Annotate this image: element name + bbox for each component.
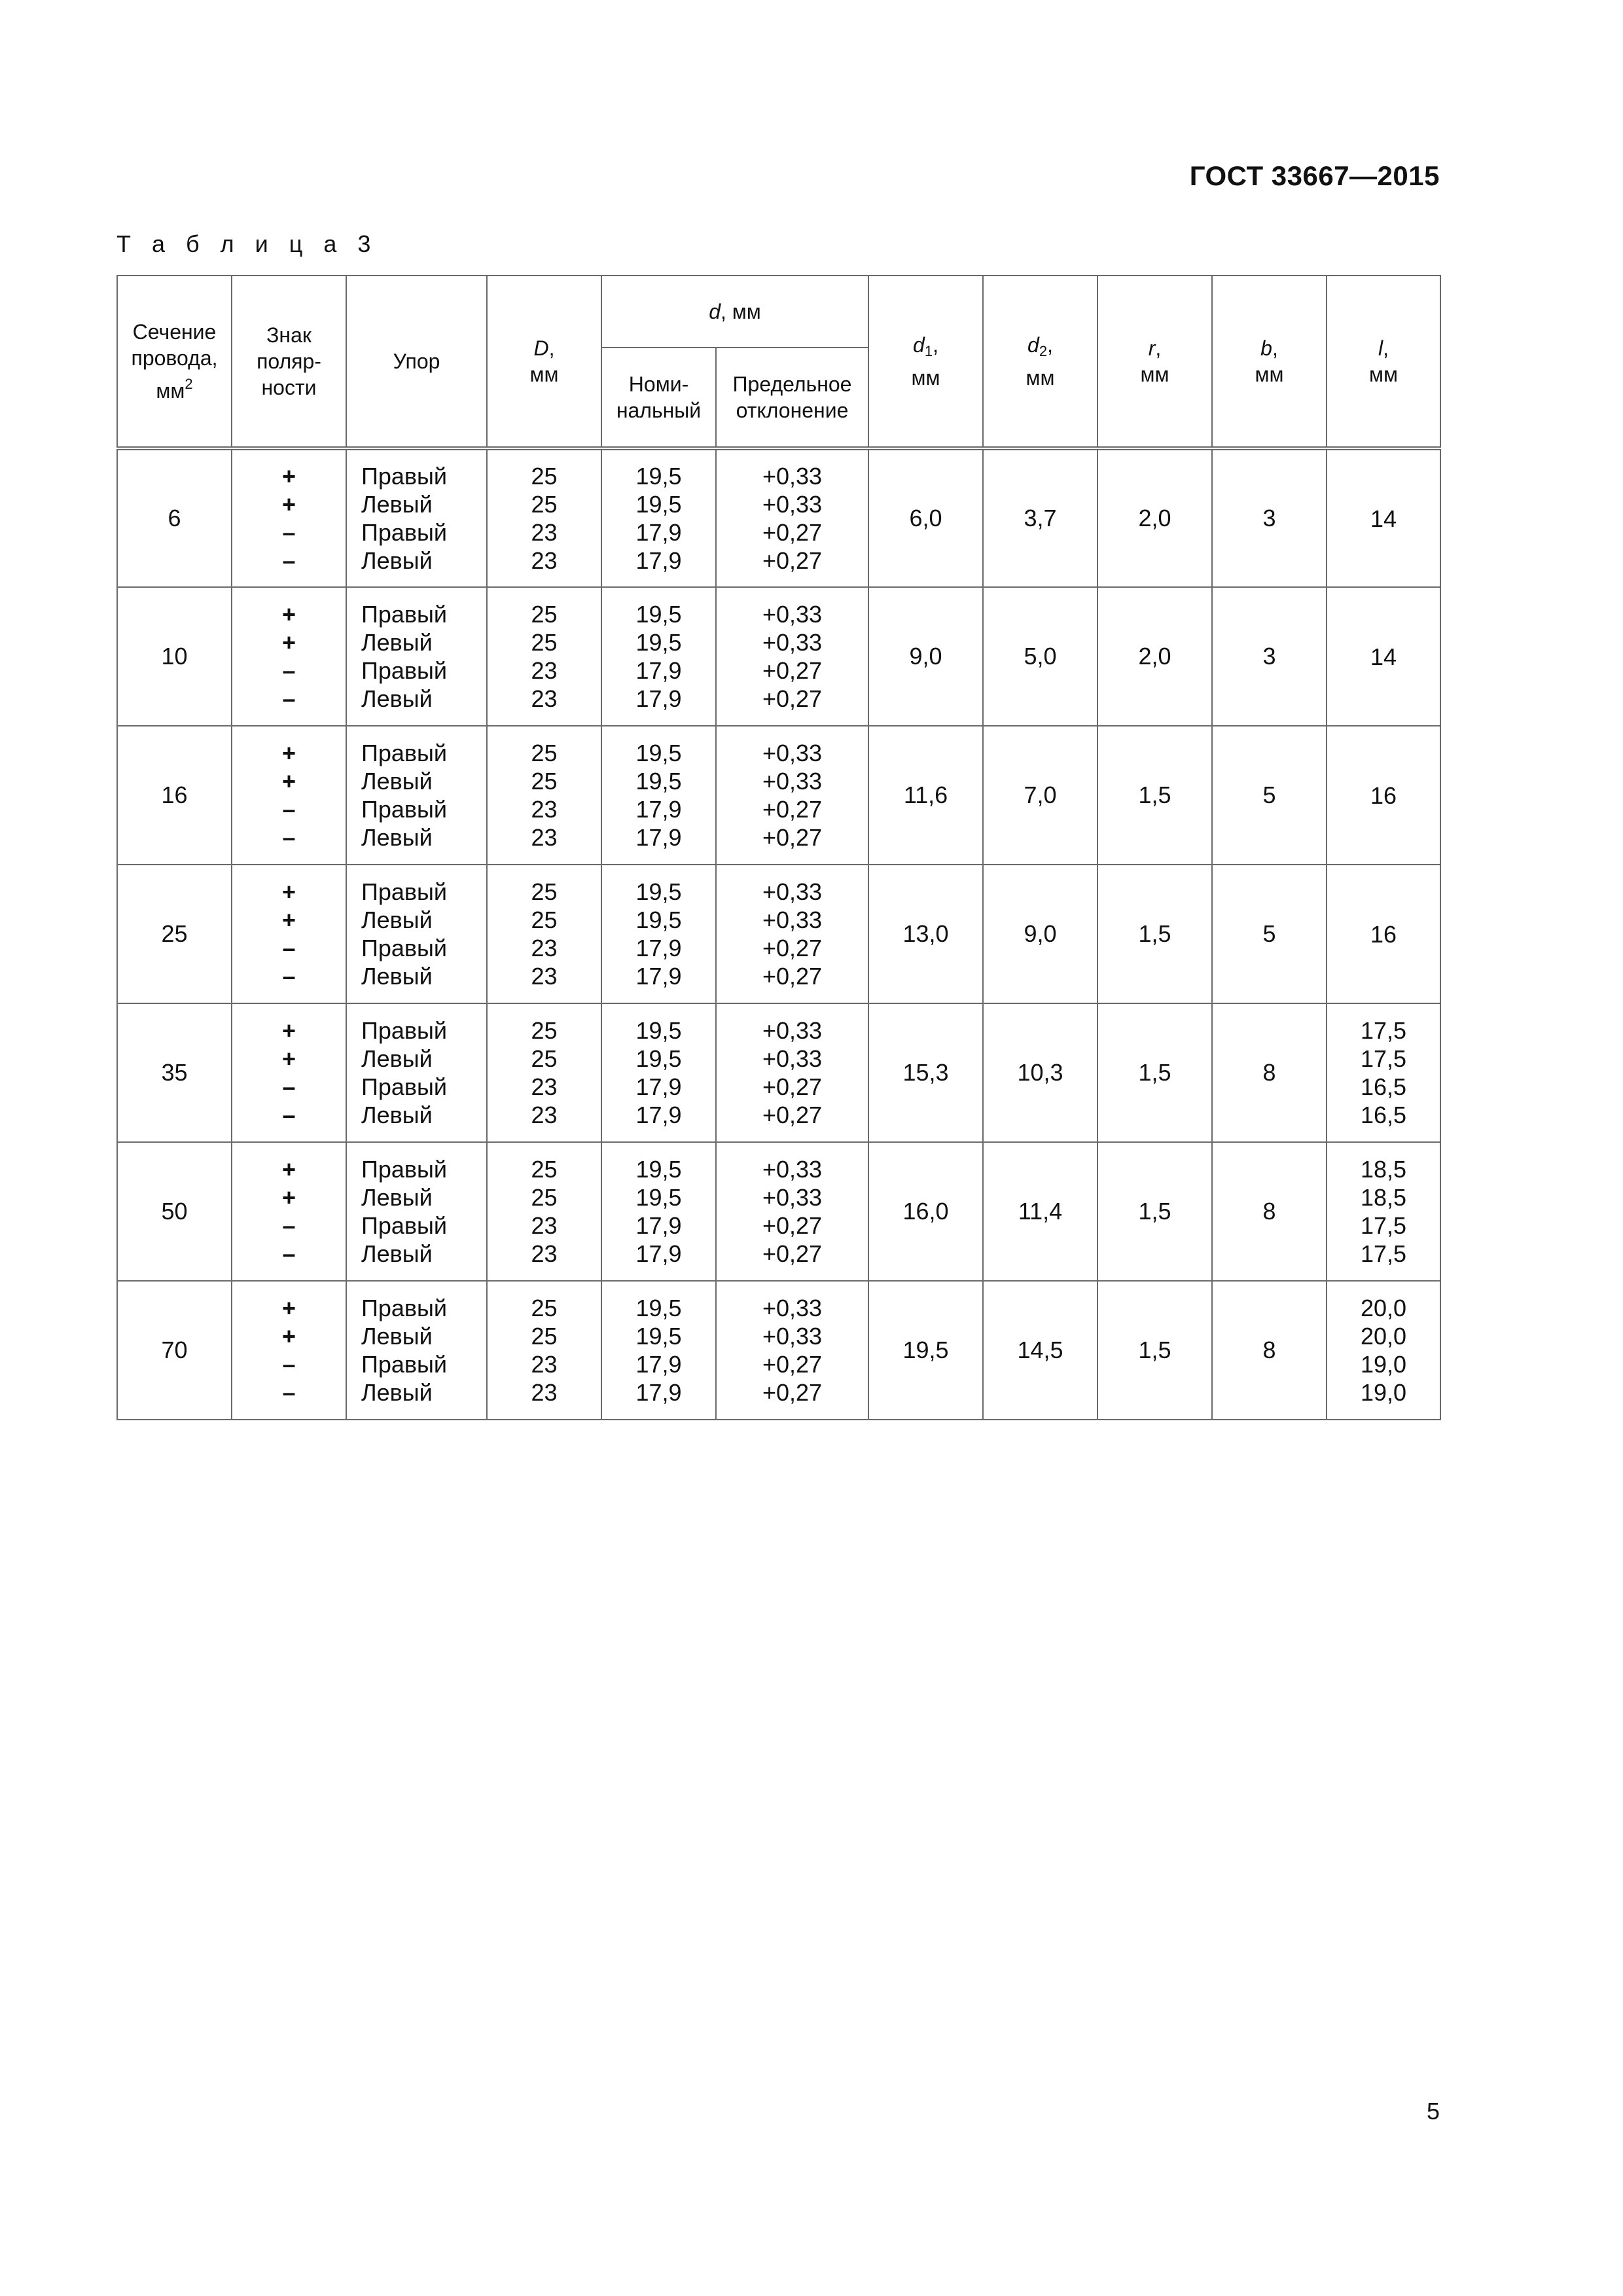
cell-stop-line: Правый <box>361 740 448 766</box>
cell-polarity <box>232 865 346 1003</box>
cell-stop-line: Правый <box>361 796 448 823</box>
cell-l-line: 14 <box>1370 505 1397 532</box>
cell-b: 3 <box>1212 448 1327 587</box>
cell-d-nominal-line: 19,5 <box>635 740 682 766</box>
cell-d-deviation <box>716 587 868 726</box>
cell-stop-line: Правый <box>361 1295 448 1321</box>
cell-polarity-line: + <box>281 1295 296 1321</box>
cell-d-deviation-line: +0,27 <box>762 824 823 851</box>
cell-polarity-line: – <box>282 1240 296 1267</box>
cell-polarity-line: + <box>281 1156 296 1183</box>
cell-stop-line: Левый <box>361 1184 433 1211</box>
cell-stop-line: Левый <box>361 1240 433 1267</box>
cell-l-line: 16 <box>1370 920 1397 948</box>
cell-stop-line: Левый <box>361 906 433 933</box>
cell-polarity <box>232 448 346 587</box>
cell-polarity-line: – <box>282 1073 296 1100</box>
cell-d-nominal-line: 19,5 <box>635 1156 682 1183</box>
cell-stop-line: Правый <box>361 657 448 684</box>
cell-l <box>1327 448 1440 587</box>
header-r: r, мм <box>1097 276 1212 448</box>
cell-stop-line: Левый <box>361 547 433 574</box>
cell-d-nominal-line: 19,5 <box>635 1017 682 1044</box>
cell-d-deviation-line: +0,27 <box>762 519 823 546</box>
header-nominal: Номи- нальный <box>601 348 716 448</box>
cell-D-line: 25 <box>531 1184 558 1211</box>
cell-D-line: 23 <box>531 685 558 712</box>
cell-polarity-line: + <box>281 1323 296 1350</box>
cell-r: 1,5 <box>1097 865 1212 1003</box>
header-d-group: d, мм <box>601 276 868 348</box>
cell-section: 50 <box>117 1142 232 1281</box>
cell-d-deviation-line: +0,27 <box>762 796 823 823</box>
cell-polarity-line: + <box>281 878 296 905</box>
cell-polarity-line: – <box>282 657 296 684</box>
cell-d-deviation-line: +0,27 <box>762 1102 823 1128</box>
cell-d-nominal-line: 19,5 <box>635 629 682 656</box>
cell-D-line: 25 <box>531 601 558 628</box>
table-row <box>117 587 1440 726</box>
cell-D-line: 23 <box>531 824 558 851</box>
cell-stop-line: Левый <box>361 685 433 712</box>
cell-d-deviation-line: +0,27 <box>762 547 823 574</box>
cell-polarity-line: + <box>281 740 296 766</box>
cell-d-nominal <box>601 448 716 587</box>
cell-d-deviation-line: +0,33 <box>762 1156 823 1183</box>
cell-stop-line: Левый <box>361 768 433 795</box>
cell-d-deviation-line: +0,33 <box>762 906 823 933</box>
cell-polarity-line: – <box>282 1102 296 1128</box>
cell-d-deviation <box>716 1003 868 1142</box>
cell-D-line: 25 <box>531 1156 558 1183</box>
document-code: ГОСТ 33667—2015 <box>1189 160 1440 191</box>
cell-l-line: 16,5 <box>1360 1102 1407 1128</box>
cell-b: 8 <box>1212 1281 1327 1420</box>
cell-l-line: 18,5 <box>1360 1156 1407 1183</box>
header-polarity: Знак поляр- ности <box>232 276 346 448</box>
cell-d-deviation <box>716 448 868 587</box>
cell-stop-line: Правый <box>361 519 448 546</box>
cell-d1: 9,0 <box>868 587 983 726</box>
cell-d-nominal-line: 17,9 <box>635 1379 682 1406</box>
cell-D <box>487 448 601 587</box>
cell-b: 8 <box>1212 1142 1327 1281</box>
cell-polarity-line: + <box>281 463 296 490</box>
cell-d2: 5,0 <box>983 587 1097 726</box>
cell-r: 2,0 <box>1097 448 1212 587</box>
cell-polarity-line: + <box>281 491 296 518</box>
cell-D-line: 23 <box>531 1102 558 1128</box>
cell-D <box>487 1281 601 1420</box>
cell-stop-line: Правый <box>361 1351 448 1378</box>
cell-d-deviation <box>716 865 868 1003</box>
cell-section: 16 <box>117 726 232 865</box>
cell-polarity-line: + <box>281 601 296 628</box>
cell-stop-line: Левый <box>361 491 433 518</box>
cell-polarity-line: + <box>281 906 296 933</box>
cell-D-line: 23 <box>531 547 558 574</box>
cell-d-deviation <box>716 1142 868 1281</box>
cell-d-deviation-line: +0,27 <box>762 657 823 684</box>
table-caption: Т а б л и ц а 3 <box>116 230 378 257</box>
table-body <box>117 448 1440 1420</box>
cell-D-line: 25 <box>531 906 558 933</box>
cell-b: 5 <box>1212 865 1327 1003</box>
cell-r: 2,0 <box>1097 587 1212 726</box>
cell-l-line: 16,5 <box>1360 1073 1407 1100</box>
cell-l <box>1327 1281 1440 1420</box>
cell-stop-line: Правый <box>361 601 448 628</box>
cell-b: 5 <box>1212 726 1327 865</box>
cell-d-deviation-line: +0,27 <box>762 1073 823 1100</box>
cell-D <box>487 1142 601 1281</box>
cell-d-nominal-line: 17,9 <box>635 1073 682 1100</box>
cell-stop-line: Левый <box>361 1102 433 1128</box>
cell-l-line: 18,5 <box>1360 1184 1407 1211</box>
cell-section: 35 <box>117 1003 232 1142</box>
cell-l-line: 17,5 <box>1360 1017 1407 1044</box>
cell-D-line: 23 <box>531 796 558 823</box>
cell-polarity-line: + <box>281 1017 296 1044</box>
cell-d2: 10,3 <box>983 1003 1097 1142</box>
cell-D-line: 25 <box>531 463 558 490</box>
cell-d-nominal-line: 17,9 <box>635 796 682 823</box>
cell-D-line: 23 <box>531 963 558 990</box>
cell-d-nominal <box>601 1003 716 1142</box>
cell-d-deviation-line: +0,33 <box>762 1323 823 1350</box>
header-d2: $d_2$, мм <box>983 276 1097 448</box>
cell-D-line: 25 <box>531 1045 558 1072</box>
cell-d-deviation-line: +0,33 <box>762 1045 823 1072</box>
cell-D-line: 23 <box>531 1240 558 1267</box>
header-section: Сечение провода, $мм^2$ <box>117 276 232 448</box>
cell-d2: 3,7 <box>983 448 1097 587</box>
cell-D-line: 23 <box>531 1379 558 1406</box>
cell-d-nominal-line: 17,9 <box>635 963 682 990</box>
cell-polarity-line: – <box>282 935 296 961</box>
cell-polarity-line: + <box>281 1045 296 1072</box>
cell-d-nominal-line: 17,9 <box>635 935 682 961</box>
cell-D-line: 25 <box>531 1017 558 1044</box>
cell-l <box>1327 1142 1440 1281</box>
cell-d-deviation-line: +0,33 <box>762 740 823 766</box>
cell-l <box>1327 865 1440 1003</box>
cell-l-line: 20,0 <box>1360 1323 1407 1350</box>
cell-stop <box>346 448 487 587</box>
cell-stop-line: Левый <box>361 629 433 656</box>
header-deviation: Предельное отклонение <box>716 348 868 448</box>
cell-D-line: 23 <box>531 935 558 961</box>
cell-section: 25 <box>117 865 232 1003</box>
cell-stop-line: Правый <box>361 463 448 490</box>
cell-stop-line: Левый <box>361 963 433 990</box>
cell-stop-line: Левый <box>361 1045 433 1072</box>
cell-polarity-line: + <box>281 629 296 656</box>
cell-section: 70 <box>117 1281 232 1420</box>
cell-d-deviation-line: +0,33 <box>762 1017 823 1044</box>
cell-stop <box>346 1003 487 1142</box>
cell-d1: 6,0 <box>868 448 983 587</box>
table-row <box>117 448 1440 587</box>
cell-d-nominal-line: 17,9 <box>635 657 682 684</box>
cell-D-line: 23 <box>531 519 558 546</box>
cell-D-line: 23 <box>531 1351 558 1378</box>
cell-polarity-line: – <box>282 1379 296 1406</box>
cell-stop-line: Правый <box>361 1212 448 1239</box>
cell-b: 3 <box>1212 587 1327 726</box>
cell-d-deviation <box>716 726 868 865</box>
cell-D-line: 23 <box>531 1073 558 1100</box>
cell-d-nominal-line: 19,5 <box>635 1323 682 1350</box>
cell-d1: 16,0 <box>868 1142 983 1281</box>
cell-stop-line: Левый <box>361 1379 433 1406</box>
cell-d2: 11,4 <box>983 1142 1097 1281</box>
cell-d-nominal-line: 19,5 <box>635 906 682 933</box>
cell-r: 1,5 <box>1097 1281 1212 1420</box>
cell-polarity <box>232 1003 346 1142</box>
cell-D-line: 25 <box>531 768 558 795</box>
table-row <box>117 1281 1440 1420</box>
cell-d-nominal-line: 17,9 <box>635 824 682 851</box>
cell-d-nominal-line: 17,9 <box>635 685 682 712</box>
cell-d-nominal-line: 19,5 <box>635 601 682 628</box>
cell-polarity-line: + <box>281 1184 296 1211</box>
cell-d-deviation-line: +0,33 <box>762 1184 823 1211</box>
cell-l <box>1327 1003 1440 1142</box>
cell-r: 1,5 <box>1097 1142 1212 1281</box>
cell-D-line: 25 <box>531 740 558 766</box>
cell-polarity <box>232 1281 346 1420</box>
cell-D-line: 23 <box>531 1212 558 1239</box>
cell-stop-line: Правый <box>361 1017 448 1044</box>
cell-l <box>1327 726 1440 865</box>
cell-stop-line: Левый <box>361 1323 433 1350</box>
cell-l-line: 17,5 <box>1360 1045 1407 1072</box>
cell-d-deviation-line: +0,33 <box>762 768 823 795</box>
cell-l-line: 19,0 <box>1360 1379 1407 1406</box>
table-row <box>117 726 1440 865</box>
header-D: D, мм <box>487 276 601 448</box>
cell-stop-line: Правый <box>361 1073 448 1100</box>
cell-polarity-line: – <box>282 547 296 574</box>
cell-d2: 7,0 <box>983 726 1097 865</box>
cell-l-line: 19,0 <box>1360 1351 1407 1378</box>
cell-D <box>487 865 601 1003</box>
spec-table <box>116 275 1441 1420</box>
cell-polarity-line: – <box>282 685 296 712</box>
cell-d-deviation-line: +0,33 <box>762 1295 823 1321</box>
cell-polarity-line: – <box>282 824 296 851</box>
cell-D-line: 25 <box>531 878 558 905</box>
cell-D <box>487 1003 601 1142</box>
cell-d-deviation-line: +0,33 <box>762 601 823 628</box>
cell-d1: 11,6 <box>868 726 983 865</box>
cell-D-line: 25 <box>531 1323 558 1350</box>
cell-d-nominal-line: 19,5 <box>635 463 682 490</box>
cell-polarity <box>232 587 346 726</box>
cell-stop-line: Левый <box>361 824 433 851</box>
cell-polarity-line: – <box>282 963 296 990</box>
cell-r: 1,5 <box>1097 726 1212 865</box>
cell-d-deviation-line: +0,27 <box>762 935 823 961</box>
cell-D <box>487 587 601 726</box>
cell-d-deviation <box>716 1281 868 1420</box>
cell-d-nominal <box>601 1281 716 1420</box>
cell-d-deviation-line: +0,33 <box>762 463 823 490</box>
table-row <box>117 1142 1440 1281</box>
cell-D <box>487 726 601 865</box>
cell-d-nominal <box>601 726 716 865</box>
cell-polarity-line: – <box>282 519 296 546</box>
cell-d-deviation-line: +0,27 <box>762 1240 823 1267</box>
table-row <box>117 1003 1440 1142</box>
cell-d-nominal-line: 19,5 <box>635 878 682 905</box>
cell-d-deviation-line: +0,27 <box>762 1351 823 1378</box>
cell-d-nominal-line: 17,9 <box>635 1351 682 1378</box>
cell-stop-line: Правый <box>361 1156 448 1183</box>
cell-stop <box>346 1281 487 1420</box>
cell-stop-line: Правый <box>361 878 448 905</box>
cell-polarity-line: – <box>282 1212 296 1239</box>
cell-d1: 13,0 <box>868 865 983 1003</box>
cell-d-nominal-line: 17,9 <box>635 1212 682 1239</box>
cell-polarity-line: – <box>282 796 296 823</box>
cell-d-nominal-line: 17,9 <box>635 1240 682 1267</box>
cell-l <box>1327 587 1440 726</box>
cell-l-line: 16 <box>1370 781 1397 809</box>
header-d1: $d_1$, мм <box>868 276 983 448</box>
cell-d-nominal-line: 17,9 <box>635 547 682 574</box>
cell-l-line: 17,5 <box>1360 1240 1407 1267</box>
cell-d2: 14,5 <box>983 1281 1097 1420</box>
cell-d-deviation-line: +0,27 <box>762 1379 823 1406</box>
cell-section: 10 <box>117 587 232 726</box>
cell-stop-line: Правый <box>361 935 448 961</box>
cell-d-nominal <box>601 587 716 726</box>
cell-b: 8 <box>1212 1003 1327 1142</box>
cell-polarity-line: – <box>282 1351 296 1378</box>
table-row <box>117 865 1440 1003</box>
cell-d-deviation-line: +0,33 <box>762 491 823 518</box>
cell-l-line: 14 <box>1370 643 1397 670</box>
cell-d-deviation-line: +0,27 <box>762 685 823 712</box>
cell-polarity <box>232 726 346 865</box>
header-b: b, мм <box>1212 276 1327 448</box>
cell-d-nominal-line: 19,5 <box>635 491 682 518</box>
cell-d-deviation-line: +0,27 <box>762 963 823 990</box>
cell-section: 6 <box>117 448 232 587</box>
cell-d-deviation-line: +0,33 <box>762 629 823 656</box>
cell-l-line: 20,0 <box>1360 1295 1407 1321</box>
header-stop: Упор <box>346 276 487 448</box>
cell-d-deviation-line: +0,33 <box>762 878 823 905</box>
cell-d-nominal-line: 19,5 <box>635 1045 682 1072</box>
cell-stop <box>346 726 487 865</box>
cell-d-nominal-line: 19,5 <box>635 1295 682 1321</box>
cell-d1: 19,5 <box>868 1281 983 1420</box>
cell-polarity <box>232 1142 346 1281</box>
cell-D-line: 25 <box>531 491 558 518</box>
cell-d-nominal-line: 17,9 <box>635 1102 682 1128</box>
cell-D-line: 25 <box>531 629 558 656</box>
cell-r: 1,5 <box>1097 1003 1212 1142</box>
cell-D-line: 23 <box>531 657 558 684</box>
cell-d-nominal-line: 19,5 <box>635 1184 682 1211</box>
cell-d1: 15,3 <box>868 1003 983 1142</box>
cell-d-deviation-line: +0,27 <box>762 1212 823 1239</box>
cell-stop <box>346 865 487 1003</box>
cell-stop <box>346 587 487 726</box>
page-number: 5 <box>1426 2098 1440 2125</box>
cell-l-line: 17,5 <box>1360 1212 1407 1239</box>
cell-D-line: 25 <box>531 1295 558 1321</box>
cell-d2: 9,0 <box>983 865 1097 1003</box>
cell-d-nominal <box>601 865 716 1003</box>
header-l: l, мм <box>1327 276 1440 448</box>
cell-stop <box>346 1142 487 1281</box>
cell-polarity-line: + <box>281 768 296 795</box>
cell-d-nominal-line: 17,9 <box>635 519 682 546</box>
cell-d-nominal-line: 19,5 <box>635 768 682 795</box>
cell-d-nominal <box>601 1142 716 1281</box>
